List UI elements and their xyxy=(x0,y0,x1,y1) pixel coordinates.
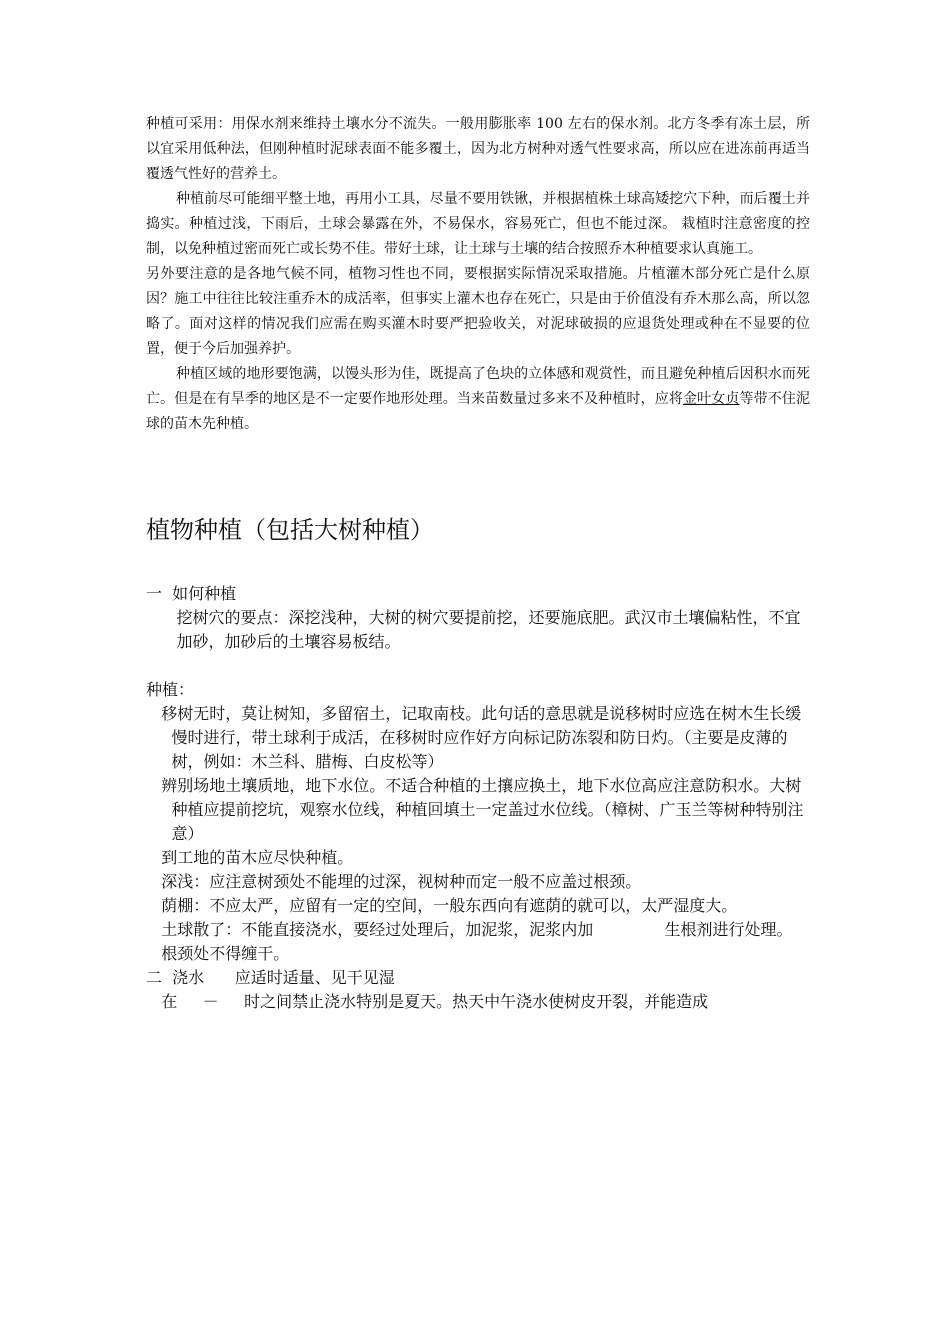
paragraph-water-retention: 种植可采用：用保水剂来维持土壤水分不流失。一般用膨胀率 100 左右的保水剂。北方冬季有冻土层，所以宜采用低种法，但刚种植时泥球表面不能多覆土，因为北方树种对透气性要求高，所以应在进冻前再适当覆透气性好的营养土。 xyxy=(146,116,810,182)
text-line: 树，例如：木兰科、腊梅、白皮松等） xyxy=(146,752,444,771)
text-line: 加砂，加砂后的土壤容易板结。 xyxy=(146,632,401,651)
text-line: 到工地的苗木应尽快种植。 xyxy=(146,848,354,867)
text-line: 意） xyxy=(146,824,204,843)
subheading-planting: 种植： xyxy=(146,680,195,699)
spacer xyxy=(146,654,810,678)
text-line: 移树无时，莫让树知，多留宿土，记取南枝。此句话的意思就是说移树时应选在树木生长缓 xyxy=(146,704,802,723)
section-1 xyxy=(146,112,810,437)
text-line: 深浅：应注意树颈处不能埋的过深，视树种而定一般不应盖过根颈。 xyxy=(146,872,642,891)
text-line: 荫棚：不应太严，应留有一定的空间，一般东西向有遮荫的就可以，太严湿度大。 xyxy=(146,896,738,915)
paragraph-terrain-text-a: 种植区域的地形要饱满，以馒头形为佳，既提高了色块的立体感和观赏性，而且避免种植后因积水而死亡。但是在有旱季的地区是不一定要作地形处理。当来苗数量过多来不及种植时，应将 xyxy=(146,366,810,407)
text-line: 种植应提前挖坑，观察水位线，种植回填土一定盖过水位线。（樟树、广玉兰等树种特别注 xyxy=(146,800,804,819)
text-line: 土球散了：不能直接浇水，要经过处理后，加泥浆，泥浆内加 生根剂进行处理。 xyxy=(146,920,793,939)
text-line: 在 － 时之间禁止浇水特别是夏天。热天中午浇水使树皮开裂，并能造成 xyxy=(146,992,709,1011)
paragraph-climate-notes: 另外要注意的是各地气候不同，植物习性也不同，要根据实际情况采取措施。片植灌木部分死亡是什么原因？施工中往往比较注重乔木的成活率，但事实上灌木也存在死亡，只是由于价值没有乔木那么高，所以忽略了。面对这样的情况我们应需在购买灌木时要严把验收关，对泥球破损的应退货处理或种在不显要的位置，便于今后加强养护。 xyxy=(146,266,810,357)
paragraph-terrain-text-b: 等带不住泥球的苗木先种植。 xyxy=(146,391,811,432)
text-line: 慢时进行，带土球利于成活，在移树时应作好方向标记防冻裂和防日灼。（主要是皮薄的 xyxy=(146,728,788,747)
section-2 xyxy=(146,582,810,1014)
text-line: 根颈处不得缠干。 xyxy=(146,944,290,963)
text-line: 辨别场地土壤质地，地下水位。不适合种植的土攘应换土，地下水位高应注意防积水。大树 xyxy=(146,776,802,795)
paragraph-terrain xyxy=(146,362,810,437)
list-heading-watering: 二 浇水 应适时适量、见干见湿 xyxy=(146,968,395,987)
paragraph-planting-prep: 种植前尽可能细平整土地，再用小工具，尽量不要用铁锹，并根据植株土球高矮挖穴下种，而后覆土并捣实。种植过浅，下雨后，土球会暴露在外，不易保水，容易死亡，但也不能过深。 栽植时注意密度的控制，以免种植过密而死亡或长势不佳。带好土球，让土球与土壤的结合按照乔木种植要求认真施工。 xyxy=(146,191,810,257)
list-heading-how-to-plant: 一 如何种植 xyxy=(146,584,237,603)
text-line: 挖树穴的要点：深挖浅种，大树的树穴要提前挖，还要施底肥。武汉市土壤偏粘性，不宜 xyxy=(146,608,801,627)
link-jinye-nuzhen[interactable]: 金叶女贞 xyxy=(682,391,740,407)
section-heading: 植物种植（包括大树种植） xyxy=(146,516,434,544)
